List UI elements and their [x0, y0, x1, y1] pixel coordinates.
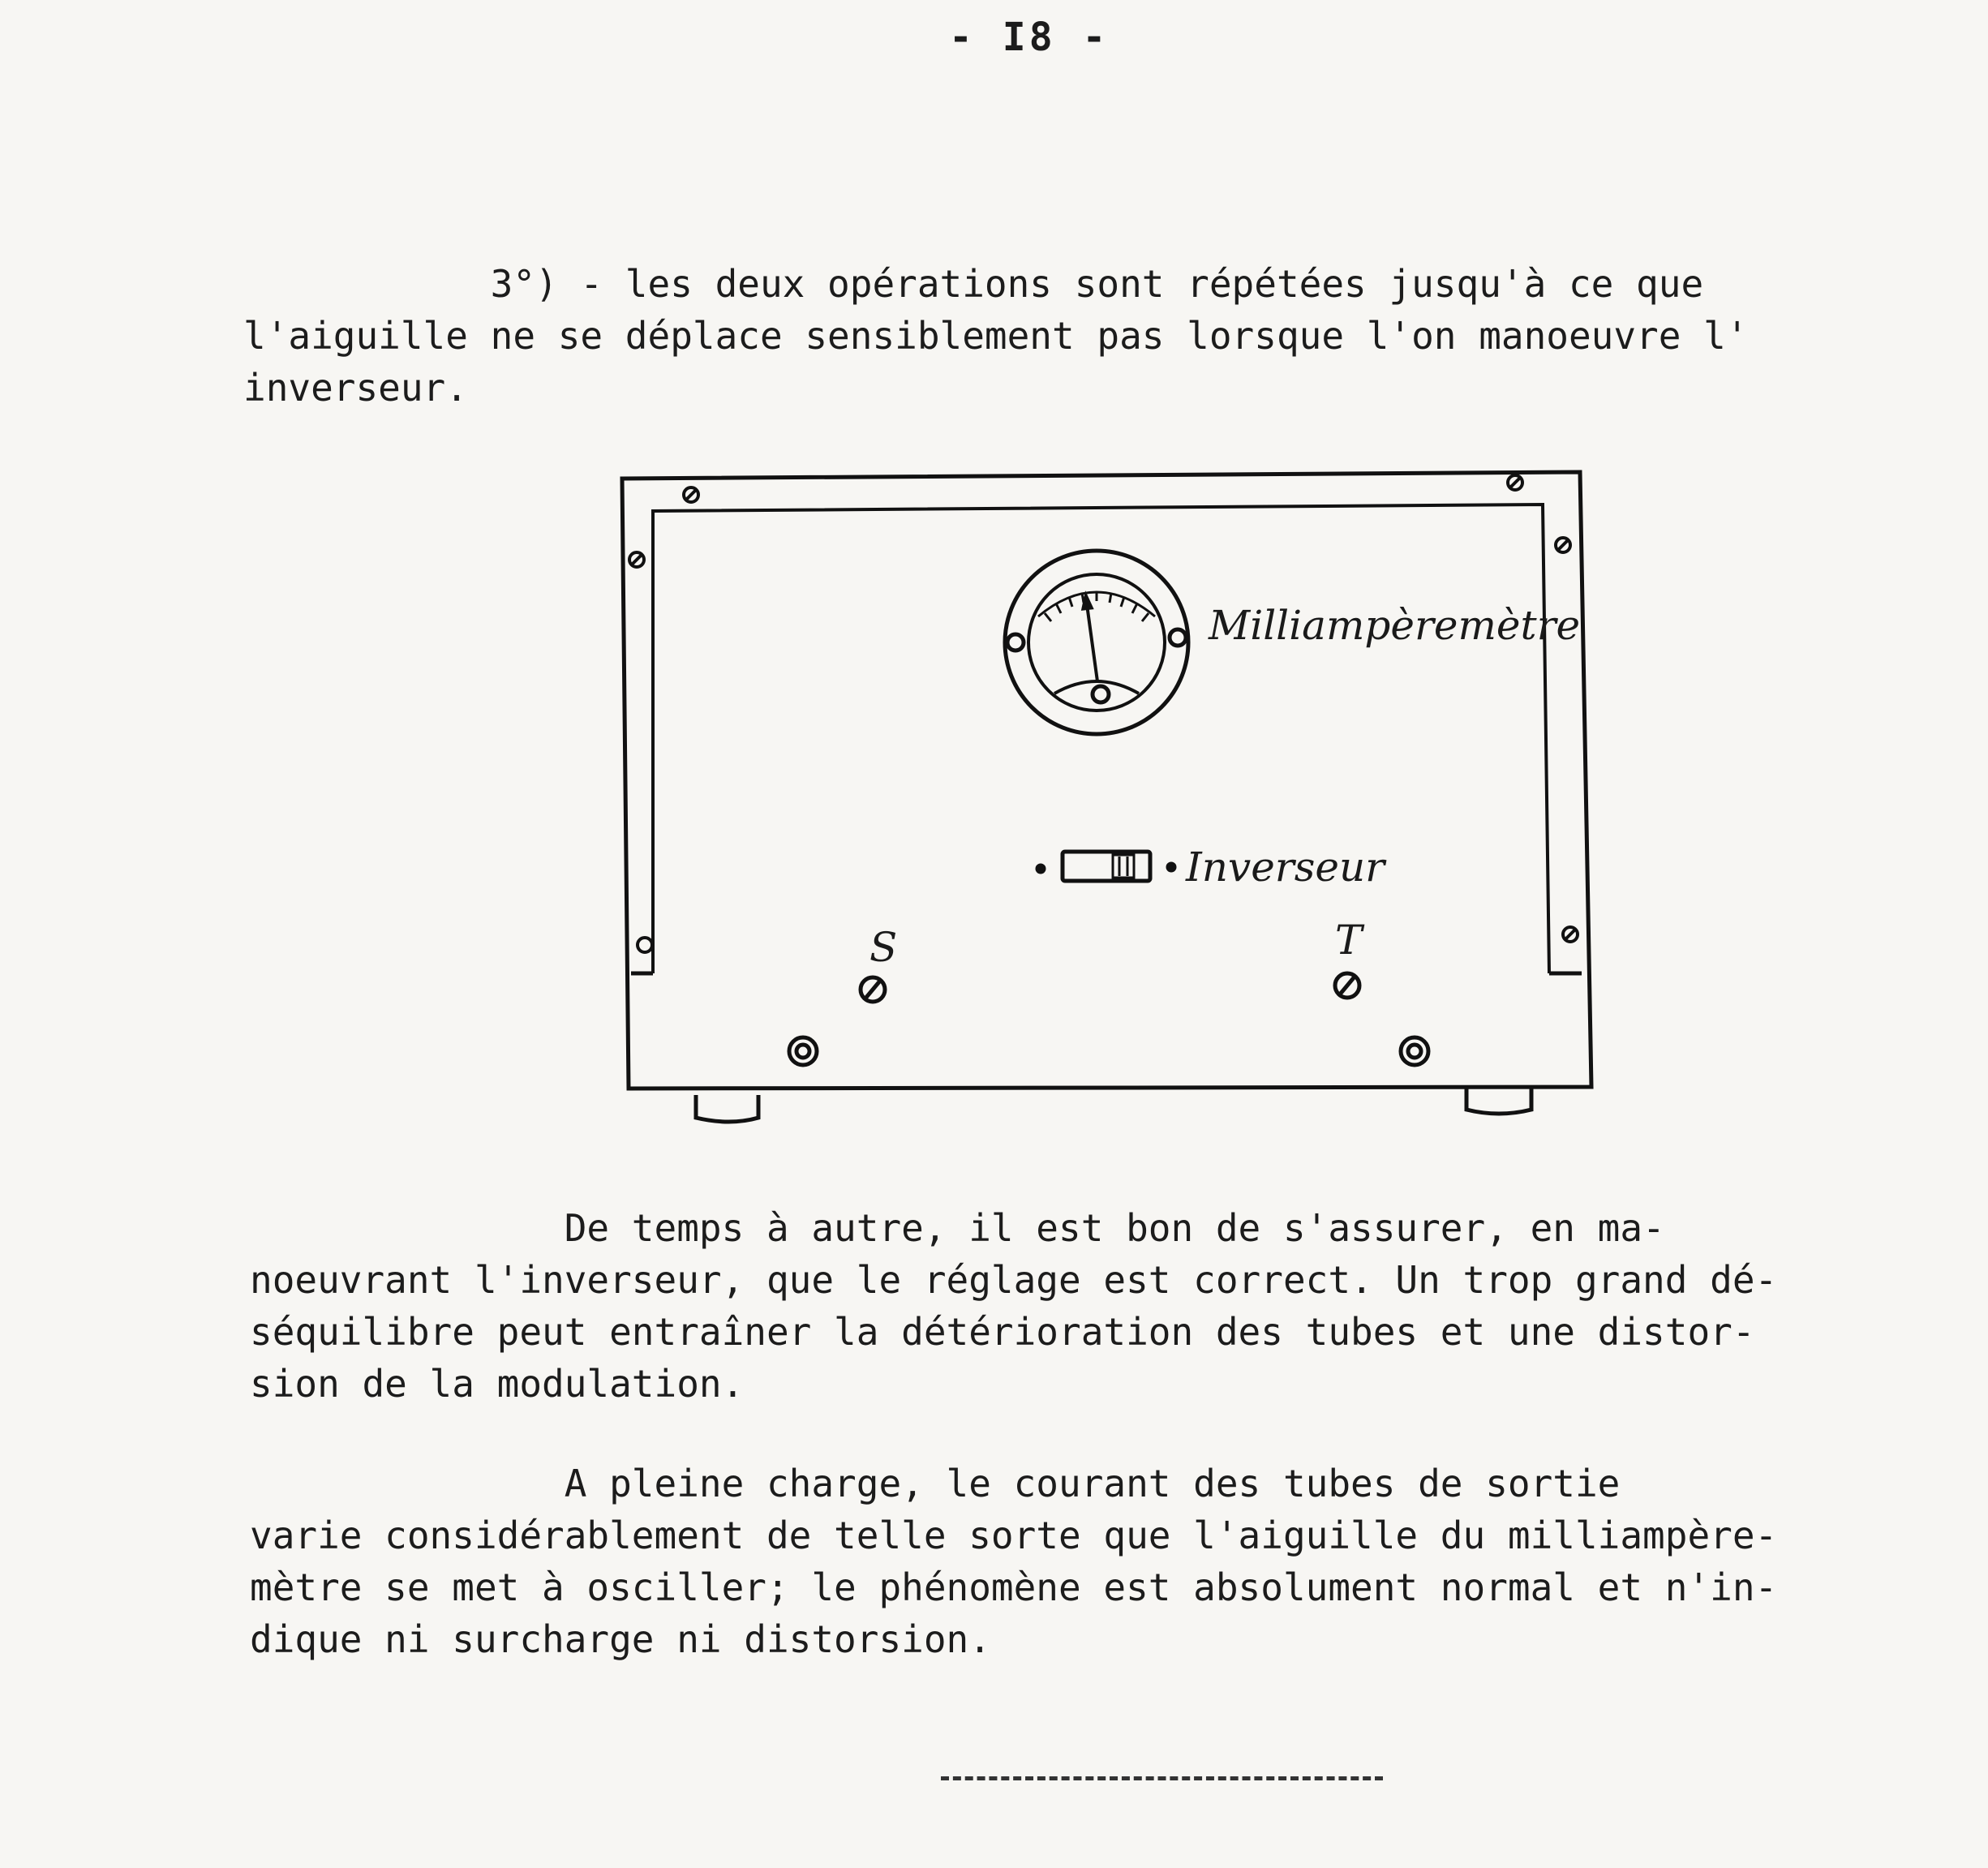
paragraph-full-load [250, 1458, 1777, 1665]
terminal-t-icon [1335, 973, 1359, 998]
foot-right [1466, 1089, 1531, 1114]
text-line: inverseur. [243, 366, 468, 410]
text-line: séquilibre peut entraîner la détérioration des tubes et une distor- [250, 1310, 1755, 1354]
apparatus-figure [600, 454, 1606, 1136]
terminal-s-icon [861, 977, 885, 1002]
paragraph-balance-check [250, 1202, 1777, 1410]
screw-icon [789, 1037, 817, 1065]
label-terminal-t: T [1335, 917, 1363, 964]
text-line: 3°) - les deux opérations sont répétées jusqu'à ce que [243, 262, 1704, 306]
foot-left [696, 1095, 758, 1122]
label-terminal-s: S [869, 924, 898, 971]
screw-icon [1401, 1037, 1428, 1065]
paragraph-step-3 [243, 258, 1749, 414]
lower-screws [789, 1037, 1428, 1065]
front-panel-drawing [600, 454, 1606, 1136]
text-line: A pleine charge, le courant des tubes de sortie [250, 1462, 1621, 1505]
text-line: l'aiguille ne se déplace sensiblement pas lorsque l'on manoeuvre l' [243, 314, 1749, 358]
label-milliammeter: Milliampèremètre [1209, 602, 1581, 649]
inverter-switch-icon [1037, 852, 1174, 881]
screw-icon [638, 938, 652, 952]
milliammeter-icon [1005, 551, 1188, 734]
text-line: noeuvrant l'inverseur, que le réglage est correct. Un trop grand dé- [250, 1258, 1778, 1302]
text-line: dique ni surcharge ni distorsion. [250, 1617, 991, 1661]
cabinet-outline [622, 472, 1591, 1089]
text-line: sion de la modulation. [250, 1362, 745, 1406]
text-line: varie considérablement de telle sorte que l'aiguille du milliampère- [250, 1514, 1778, 1557]
end-divider [941, 1776, 1383, 1780]
label-inverter: Inverseur [1186, 844, 1385, 891]
text-line: De temps à autre, il est bon de s'assurer, en ma- [250, 1206, 1665, 1250]
page-number: - I8 - [949, 15, 1110, 60]
text-line: mètre se met à osciller; le phénomène est absolument normal et n'in- [250, 1565, 1778, 1609]
